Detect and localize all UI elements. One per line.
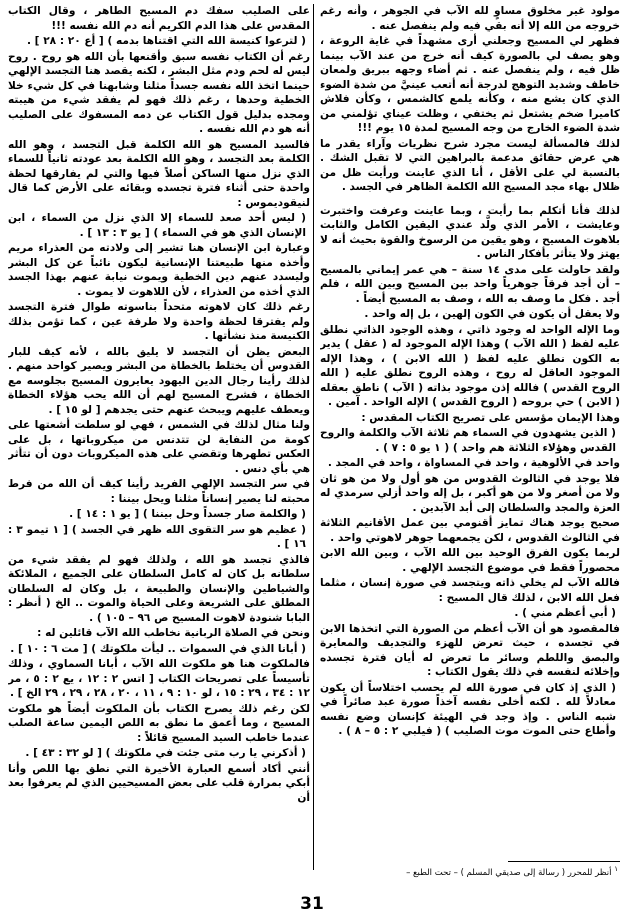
paragraph: لذلك فالمسألة ليست مجرد شرح نظريات وآراء يقدر ما هي عرض حقائق مدعمة بالبراهين التي لا تقبل الشك . بالنسبة لي على الأقل ، أنا الذي عاينت ورأيت ظل من ظلال بهاء مجد المسيح الله الكلمة الظاهر في الجسد . (320, 137, 620, 193)
paragraph: على الصليب سفك دم المسيح الطاهر ، وقال الكتاب المقدس على هذا الدم الكريم أنه دم الله نفسه !!! (8, 5, 310, 32)
quotation: ( والكلمة صار جسداً وحل بيننا ) [ يو ١ : ١٤ ] . (69, 508, 306, 520)
column-divider (313, 4, 314, 870)
paragraph: وما الإله الواحد له وجود ذاتي ، وهذه الوجود الذاتي نطلق عليه لفظ ( الله الآب ) وهذا الإله الموجود له ( عقل ) يدير به الكون نطلق عليه لفظ ( الله الابن ) ، وهذا الإله الموجود العاقل له روح ، وهذه الروح نطلق عليه ( الله الروح القدس ) فالله إذن موجود بذاته ( الآب ) ناطق بعقله ( الابن ) حي بروحه ( الروح القدس ) الإله الواحد . آمين . (320, 323, 620, 408)
paragraph: ولنا مثال لذلك في الشمس ، فهي لو سلطت أشعتها على كومة من النفاية لن تتدنس من ميكروباتها ، بل على العكس تطهرها وتقضي على هذه الميكروبات دون أن تتأثر هي بأي دنس . (8, 419, 310, 475)
paragraph: فالذي تجسد هو الله ، ولذلك فهو لم يفقد شيء من سلطانه بل كان له كامل السلطان على الجميع ، الملائكة والشياطين والإنسان والطبيعة ، بل وكان له السلطان المطلق على الشريعة وعلى الحياة والموت .. الخ ( أنظر : البابا شنودة لاهوت المسيح ص ٩٦ – ١٠٥ ) . (8, 553, 310, 624)
page-number: 31 (300, 894, 324, 914)
footnote-text: أنظر للمحرر ( رسالة إلى صديقي المسلم ) – تحت الطبع – (406, 867, 612, 878)
paragraph: وهذا الإيمان مؤسس على تصريح الكتاب المقدس : (361, 411, 620, 424)
paragraph: في سر التجسد الإلهي الفريد رأينا كيف أن الله من فرط محبته لنا يصير إنساناً مثلنا ويحل بيننا : (8, 478, 310, 505)
quotation: ( الذي إذ كان في صورة الله لم يحسب اختلاساً أن يكون معادلاً لله . لكنه أخلى نفسه آخذاً صورة عبد صائراً في شبه الناس . وإذ وجد في الهيئة كإنسان وضع نفسه وأطاع حتى الموت موت الصليب ) ( فيلبي ٢ : ٥ – ٨ ) . (320, 681, 616, 737)
paragraph: صحيح يوجد هناك تمايز أقنومي بين عمل الأقانيم الثلاثة في الثالوث القدوس ، لكن يجمعهما جوهر لاهوتي واحد . (320, 517, 620, 544)
paragraph: فالمقصود هو أن الآب أعظم من الصورة التي اتخذها الابن في تجسده ، حيث تعرض للهزء والتجديف والمعايرة والبصق واللطم وسائر ما تعرض له أيان فترة تجسده وإخلائه لنفسه في ذلك يقول الكتاب : (320, 622, 620, 678)
quotation: ( ليس أحد صعد للسماء إلا الذي نزل من السماء ، ابن الإنسان الذي هو في السماء ) [ يو ٣ : ١٣ ] . (8, 212, 306, 239)
paragraph: فلا يوجد في الثالوث القدوس من هو أول ولا من هو ثان ولا من أصغر ولا من هو أكبر ، بل إله واحد أزلي سرمدي له العزة والمجد والسلطان إلى أبد الآبدين . (320, 472, 620, 514)
paragraph: مولود غير مخلوق مساوٍ لله الآب في الجوهر ، وأنه رغم خروجه من الله إلا أنه بقي فيه ولم ينفصل عنه . (320, 5, 620, 32)
quotation: ( الذين يشهدون في السماء هم ثلاثة الآب والكلمة والروح القدس وهؤلاء الثلاثة هم واحد ) ( ١ يو ٥ : ٧ ) . (320, 427, 616, 454)
paragraph: ولقد حاولت على مدى ١٤ سنة – هي عمر إيماني بالمسيح – أن أجد فرقاً جوهرياً واحد بين المسيح وبين الله ، فلم أجد . فكل ما وصف به الله ، وصف به المسيح أيضاً . (320, 263, 620, 305)
paragraph: واحد في الألوهية ، واحد في المساواة ، واحد في المجد . (327, 457, 620, 469)
quotation: ( أبي أعظم مني ) . (514, 607, 616, 619)
right-column (320, 4, 620, 854)
left-column (8, 4, 310, 874)
paragraph: البعض يظن أن التجسد لا يليق بالله ، لأنه كيف للبار القدوس أن يختلط بالخطاة من البشر ويصير كواحد منهم . لذلك رأينا رجال الدين اليهود يعايرون المسيح بجلوسه مع الخطاة ، فشرح المسيح لهم أن الله يحب هؤلاء الخطاة ويعطف عليهم ويبحث عنهم حتى يجدهم [ لو ١٥ ] . (8, 345, 310, 416)
paragraph: وعبارة ابن الإنسان هنا تشير إلى ولادته من العذراء مريم وأخذه منها طبيعتنا الإنسانية ليكون نائباً عن كل البشر وليسدد عنهم دين الخطية ويموت نيابة عنهم بهذا الجسد الذي أخذه من العذراء ، لأن اللاهوت لا يموت . (8, 242, 310, 298)
footnote (328, 863, 618, 879)
paragraph: ونحن في الصلاة الربانية نخاطب الله الآب قائلين له : (37, 627, 310, 639)
quotation: ( عظيم هو سر التقوى الله ظهر في الجسد ) [ ١ تيمو ٣ : ١٦ ] . (8, 523, 306, 550)
paragraph: لربما يكون الفرق الوحيد بين الله الآب ، وبين الله الابن محصوراً فقط في موضوع التجسد الإلهي . (320, 547, 620, 574)
paragraph: فظهر لي المسيح وجعلني أرى مشهداً في غاية الروعة ، وهو يصف لي بالصورة كيف أنه خرج من عند الآب بينما ظل فيه ، ولم ينفصل عنه . ثم أضاء وجهه ببريق ولمعان خاطف وشديد التوهج لدرجة أنه أتعب عينيَّ من شدة الضوء الذي كان يشع منه ، وكأنه يلمع كالشمس ، وكأن فلاش كاميرا ضخم يشتعل ثم يختفي ، وظلت عيناي تؤلمني من شدة الضوء الخارج من وجه المسيح لمدة ١٥ يوم !!! (320, 35, 620, 134)
quotation: ( أبانا الذي في السموات .. ليأت ملكوتك ) [ مت ٦ : ١٠ ] . (10, 642, 306, 655)
quotation: ( أذكرني يا رب متى جئت في ملكوتك ) [ لو ٣٢ : ٤٣ ] . (25, 747, 306, 759)
paragraph: رغم ذلك كان لاهوته متحداً بناسوته طوال فترة التجسد ولم يفترقا لحظة واحدة ولا طرفة عين ، كما تؤمن بذلك الكنيسة منذ نشأتها . (8, 301, 310, 342)
paragraph: فالله الآب لم يخلي ذاته ويتجسد في صورة إنسان ، مثلما فعل الله الابن ، لذلك قال المسيح : (320, 577, 620, 604)
footnote-mark: ١ (614, 864, 618, 873)
paragraph: ولا يعقل أن يكون في الكون إلهين ، بل إله واحد . (364, 308, 620, 320)
paragraph: لكن رغم ذلك يصرح الكتاب بأن الملكوت أيضاً هو ملكوت المسيح ، وما أعمق ما نطق به اللص اليمين ساعة الصلب عندما خاطب السيد المسيح قائلاً : (8, 702, 310, 744)
footnote-divider (508, 861, 620, 862)
quotation: ( لترعوا كنيسة الله التي اقتناها بدمه ) [ أع ٢٠ : ٢٨ ] . (26, 35, 306, 47)
paragraph: فالملكوت هنا هو ملكوت الله الآب ، أبانا السماوي ، وذلك تأسيساً على تصريحات الكتاب [ اتس ٢ : ١٢ ، يع ٢ : ٥ ، مر ١٢ : ٣٤ ، ٢٩ : ١٥ ، لو ١٠ : ٩ ، ١١ ، ٢٠ ، ٢٨ ، ٢٩ ، ٢٩ الخ ] . (8, 658, 310, 699)
paragraph: لذلك فأنا أتكلم بما رأيت ، وبما عاينت وعرفت واختبرت وعايشت ، الأمر الذي ولَّد عندي اليقين الكامل والثابت بلاهوت المسيح ، وهو يقين من الرسوخ والقوة بحيث أنه لا يهتز ولا يتأثر بأفكار الناس . (320, 204, 620, 260)
paragraph: أنني أكاد أسمع العبارة الأخيرة التي نطق بها اللص وأنا أبكي بمرارة قلب على بعض المسيحيين الذي لم يعرفوا بعد أن (8, 762, 310, 804)
paragraph: فالسيد المسيح هو الله الكلمة قبل التجسد ، وهو الله الكلمة بعد التجسد ، وهو الله الكلمة بعد عودته ثانياً للسماء الذي نزل منها الساكن أصلاً فيها والتي لم يفارقها لحظة واحدة حتى أثناء فترة تجسده وبقائه على الأرض كما قال لنيقوديموس : (8, 138, 310, 209)
paragraph: رغم أن الكتاب نفسه سبق وأقنعها بأن الله هو روح . روح ليس له لحم ودم مثل البشر ، لكنه يقصد هنا التجسد الإلهي حينما اتخذ الله نفسه جسداً مثلنا وشابهنا في كل شيء خلا الخطية وحدها ، رغم ذلك فهو لم يفقد شيء من هيبته ومجده بدليل قول الكتاب عن دمه المسفوك على الصليب أنه هو دم الله نفسه . (8, 50, 310, 135)
